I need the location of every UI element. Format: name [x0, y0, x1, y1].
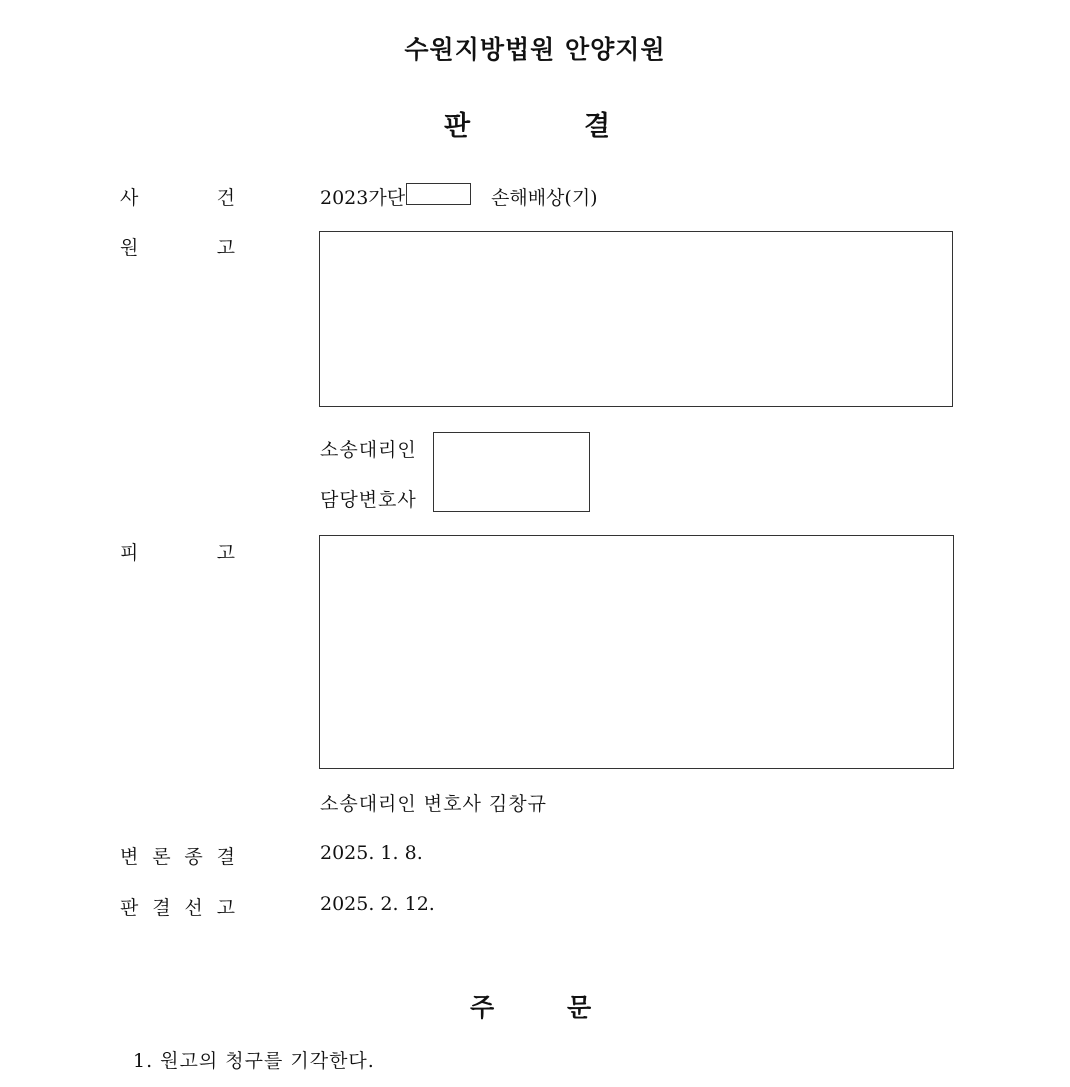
- plaintiff-label: 원 고: [120, 237, 235, 259]
- case-label: 사 건: [120, 187, 235, 209]
- defendant-counsel: 소송대리인 변호사 김창규: [320, 793, 547, 815]
- judgment-date: 2025. 2. 12.: [320, 893, 435, 915]
- document-title-char: 결: [584, 111, 611, 142]
- document-title-char: 판: [444, 111, 471, 142]
- order-title-char: 주: [470, 993, 495, 1022]
- defendant-label: 피 고: [120, 542, 235, 564]
- order-item: 1. 원고의 청구를 기각한다.: [133, 1050, 375, 1072]
- closing-label: 변 론 종 결: [120, 846, 235, 868]
- redacted-plaintiff-info: [319, 231, 953, 407]
- case-number: [320, 183, 405, 210]
- redacted-defendant-info: [319, 535, 954, 769]
- plaintiff-lawyer-label: 담당변호사: [320, 489, 417, 511]
- closing-date: 2025. 1. 8.: [320, 842, 423, 864]
- plaintiff-counsel-label: 소송대리인: [320, 439, 417, 461]
- order-title-char: 문: [567, 993, 592, 1022]
- court-name: 수원지방법원 안양지원: [404, 35, 666, 64]
- judgment-label: 판 결 선 고: [120, 897, 235, 919]
- case-name: 손해배상(기): [491, 187, 598, 209]
- redacted-case-number: [406, 183, 471, 205]
- case-number-prefix: 2023가단: [320, 187, 406, 209]
- redacted-plaintiff-counsel: [433, 432, 590, 512]
